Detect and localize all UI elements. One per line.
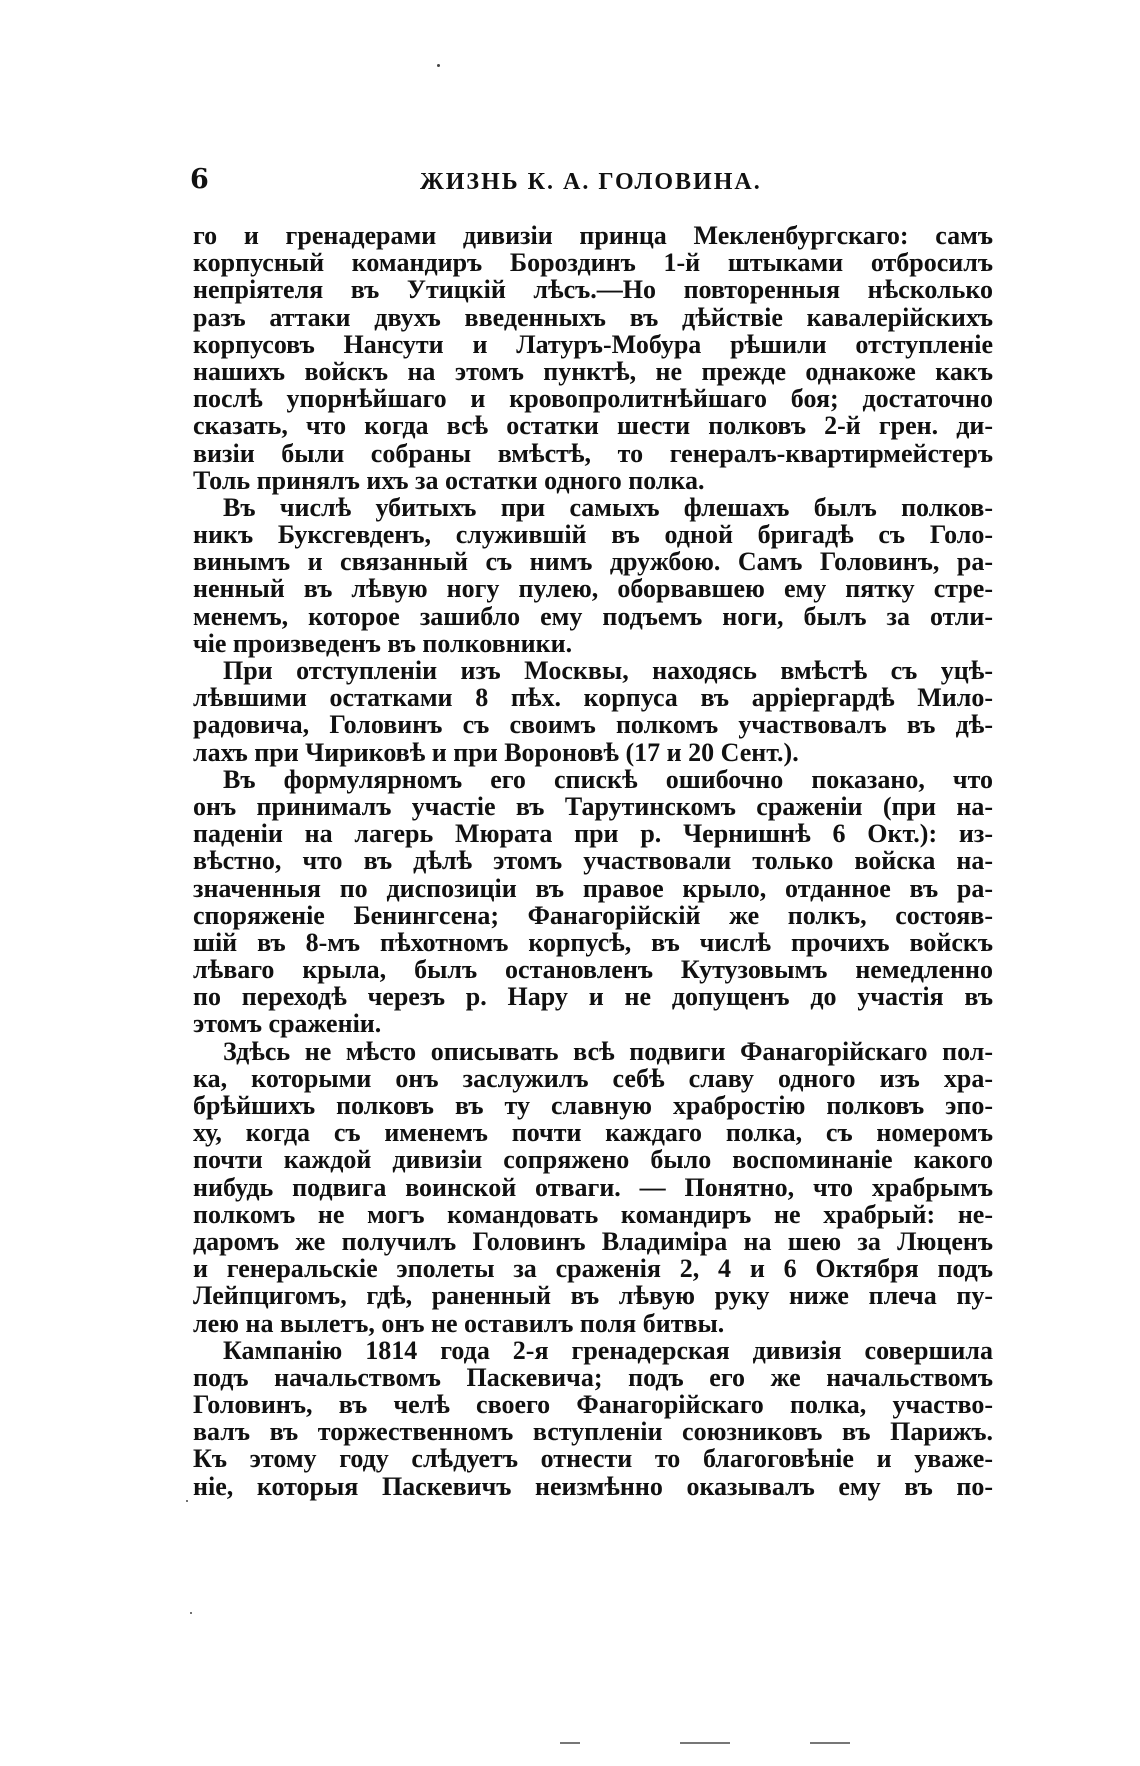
text-line: и генеральскіе эполеты за сраженія 2, 4 и 6 Октября подъ bbox=[193, 1254, 993, 1284]
text-line: Въ формулярномъ его спискѣ ошибочно показано, что bbox=[223, 764, 993, 794]
text-line: корпусовъ Нансути и Латуръ-Мобура рѣшили отступленіе bbox=[193, 329, 993, 359]
text-line: споряженіе Бенингсена; Фанагорійскій же полкъ, состояв- bbox=[193, 900, 993, 930]
scan-edge-marks bbox=[560, 1742, 880, 1746]
text-line: Головинъ, въ челѣ своего Фанагорійскаго полка, участво- bbox=[193, 1390, 993, 1420]
page-header bbox=[190, 162, 990, 202]
text-line: непріятеля въ Утицкій лѣсъ.—Но повторенныя нѣсколько bbox=[193, 275, 993, 305]
text-line: сказать, что когда всѣ остатки шести полковъ 2-й грен. ди- bbox=[193, 411, 993, 441]
scan-speck bbox=[437, 64, 440, 67]
text-line: подъ начальствомъ Паскевича; подъ его же начальствомъ bbox=[193, 1362, 993, 1392]
text-line: Толь принялъ ихъ за остатки одного полка. bbox=[193, 465, 705, 495]
text-line: этомъ сраженіи. bbox=[193, 1009, 382, 1039]
scan-speck bbox=[190, 1612, 192, 1614]
text-line: брѣйшихъ полковъ въ ту славную храбростію полковъ эпо- bbox=[193, 1091, 993, 1120]
text-line: валъ въ торжественномъ вступленіи союзниковъ въ Парижъ. bbox=[193, 1417, 993, 1447]
text-line: менемъ, которое зашибло ему подъемъ ноги, былъ за отли- bbox=[193, 601, 993, 631]
text-line: лѣвшими остатками 8 пѣх. корпуса въ арріергардѣ Мило- bbox=[193, 683, 993, 713]
text-line: почти каждой дивизіи сопряжено было воспоминаніе какого bbox=[193, 1145, 993, 1175]
text-line: по переходѣ черезъ р. Нару и не допущенъ до участія въ bbox=[193, 982, 993, 1012]
text-line: нибудь подвига воинской отваги. — Понятно, что храбрымъ bbox=[193, 1172, 993, 1202]
scan-speck bbox=[186, 1500, 188, 1502]
text-line: нашихъ войскъ на этомъ пунктѣ, не прежде однакоже какъ bbox=[193, 356, 993, 386]
text-line: лею на вылетъ, онъ не оставилъ поля битвы. bbox=[193, 1308, 725, 1338]
text-line: Лейпцигомъ, гдѣ, раненный въ лѣвую руку ниже плеча пу- bbox=[193, 1281, 993, 1311]
text-line: ненный въ лѣвую ногу пулею, оборвавшею ему пятку стре- bbox=[193, 574, 993, 604]
text-line: ху, когда съ именемъ почти каждаго полка, съ номеромъ bbox=[193, 1118, 993, 1148]
text-line: полкомъ не могъ командовать командиръ не храбрый: не- bbox=[193, 1199, 993, 1229]
text-line: лахъ при Чириковѣ и при Вороновѣ (17 и 20 Сент.). bbox=[193, 737, 799, 767]
text-line: даромъ же получилъ Головинъ Владиміра на шею за Люценъ bbox=[193, 1226, 993, 1256]
running-title: ЖИЗНЬ К. А. ГОЛОВИНА. bbox=[420, 169, 762, 195]
text-line: никъ Буксгевденъ, служившій въ одной бригадѣ съ Голо- bbox=[193, 520, 993, 550]
text-line: винымъ и связанный съ нимъ дружбою. Самъ Головинъ, ра- bbox=[193, 547, 993, 577]
text-line: Въ числѣ убитыхъ при самыхъ флешахъ былъ полков- bbox=[223, 492, 993, 522]
text-line: При отступленіи изъ Москвы, находясь вмѣстѣ съ уцѣ- bbox=[223, 656, 993, 685]
text-line: разъ аттаки двухъ введенныхъ въ дѣйствіе кавалерійскихъ bbox=[193, 302, 993, 332]
text-line: ка, которыми онъ заслужилъ себѣ славу одного изъ хра- bbox=[193, 1063, 993, 1093]
text-line: Здѣсь не мѣсто описывать всѣ подвиги Фанагорійскаго пол- bbox=[223, 1036, 993, 1066]
text-line: радовича, Головинъ съ своимъ полкомъ участвовалъ въ дѣ- bbox=[193, 710, 993, 740]
text-line: го и гренадерами дивизіи принца Мекленбургскаго: самъ bbox=[193, 221, 993, 250]
text-line: послѣ упорнѣйшаго и кровопролитнѣйшаго боя; достаточно bbox=[193, 384, 993, 414]
body-text bbox=[193, 222, 993, 1500]
text-line: ніе, которыя Паскевичъ неизмѣнно оказывалъ ему въ по- bbox=[193, 1471, 993, 1501]
text-line: паденіи на лагерь Мюрата при р. Чернишнѣ 6 Окт.): из- bbox=[193, 819, 993, 849]
page-number: 6 bbox=[190, 164, 209, 195]
text-line: онъ принималъ участіе въ Тарутинскомъ сраженіи (при на- bbox=[193, 791, 993, 821]
text-line: вѣстно, что въ дѣлѣ этомъ участвовали только войска на- bbox=[193, 846, 993, 876]
text-line: чіе произведенъ въ полковники. bbox=[193, 628, 573, 658]
text-line: Кампанію 1814 года 2-я гренадерская дивизія совершила bbox=[223, 1335, 993, 1365]
text-line: лѣваго крыла, былъ остановленъ Кутузовымъ немедленно bbox=[193, 955, 993, 985]
text-line: шій въ 8-мъ пѣхотномъ корпусѣ, въ числѣ прочихъ войскъ bbox=[193, 927, 993, 957]
text-line: визіи были собраны вмѣстѣ, то генералъ-квартирмейстеръ bbox=[193, 438, 993, 468]
text-line: корпусный командиръ Бороздинъ 1-й штыками отбросилъ bbox=[193, 248, 993, 278]
text-line: значенныя по диспозиціи въ правое крыло, отданное въ ра- bbox=[193, 873, 993, 903]
text-line: Къ этому году слѣдуетъ отнести то благоговѣніе и уваже- bbox=[193, 1444, 993, 1474]
